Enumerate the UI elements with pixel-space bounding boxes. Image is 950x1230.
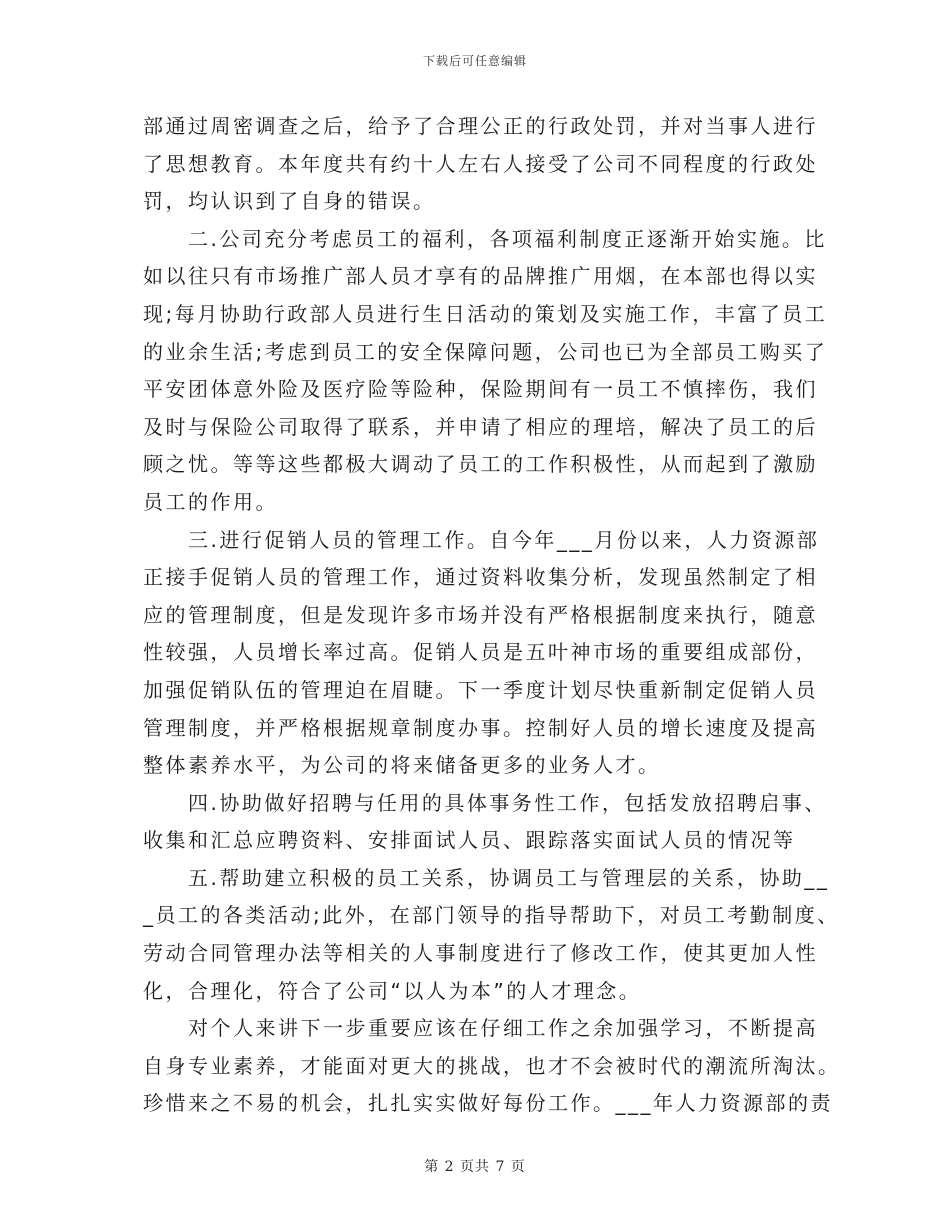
document-body — [143, 108, 841, 1123]
text-line: 对个人来讲下一步重要应该在仔细工作之余加强学习，不断提高 — [188, 1016, 818, 1041]
text-line: 三.进行促销人员的管理工作。自今年___月份以来，人力资源部 — [188, 527, 820, 552]
text-line: 平安团体意外险及医疗险等险种，保险期间有一员工不慎摔伤，我们 — [143, 377, 818, 402]
text-line: 化，合理化，符合了公司“以人为本”的人才理念。 — [143, 978, 642, 1003]
text-line: 二.公司充分考虑员工的福利，各项福利制度正逐渐开始实施。比 — [188, 226, 827, 251]
text-line: 员工的作用。 — [143, 489, 278, 514]
text-line: _员工的各类活动;此外，在部门领导的指导帮助下，对员工考勤制度、 — [143, 903, 840, 928]
text-line: 整体素养水平，为公司的将来储备更多的业务人才。 — [143, 753, 661, 778]
text-line: 加强促销队伍的管理迫在眉睫。下一季度计划尽快重新制定促销人员 — [143, 677, 818, 702]
text-line: 如以往只有市场推广部人员才享有的品牌推广用烟，在本部也得以实 — [143, 264, 818, 289]
text-line: 珍惜来之不易的机会，扎扎实实做好每份工作。___年人力资源部的责 — [143, 1091, 833, 1116]
page-header: 下载后可任意编辑 — [422, 54, 527, 68]
text-line: 收集和汇总应聘资料、安排面试人员、跟踪落实面试人员的情况等 — [143, 828, 796, 853]
text-line: 顾之忧。等等这些都极大调动了员工的工作积极性，从而起到了激励 — [143, 452, 818, 477]
text-line: 性较强，人员增长率过高。促销人员是五叶神市场的重要组成部份， — [143, 640, 818, 665]
text-line: 了思想教育。本年度共有约十人左右人接受了公司不同程度的行政处 — [143, 151, 818, 176]
text-line: 自身专业素养，才能面对更大的挑战，也才不会被时代的潮流所淘汰。 — [143, 1053, 841, 1078]
text-line: 劳动合同管理办法等相关的人事制度进行了修改工作，使其更加人性 — [143, 941, 818, 966]
text-line: 管理制度，并严格根据规章制度办事。控制好人员的增长速度及提高 — [143, 715, 818, 740]
text-line: 正接手促销人员的管理工作，通过资料收集分析，发现虽然制定了相 — [143, 565, 818, 590]
text-line: 现;每月协助行政部人员进行生日活动的策划及实施工作，丰富了员工 — [143, 301, 828, 326]
text-line: 部通过周密调查之后，给予了合理公正的行政处罚，并对当事人进行 — [143, 114, 818, 138]
text-line: 及时与保险公司取得了联系，并申请了相应的理培，解决了员工的后 — [143, 414, 818, 439]
text-line: 四.协助做好招聘与任用的具体事务性工作，包括发放招聘启事、 — [188, 790, 827, 815]
text-line: 应的管理制度，但是发现许多市场并没有严格根据制度来执行，随意 — [143, 602, 818, 627]
text-line: 罚，均认识到了自身的错误。 — [143, 189, 436, 214]
page-number: 第 2 页共 7 页 — [424, 1159, 526, 1175]
text-line: 的业余生活;考虑到员工的安全保障问题，公司也已为全部员工购买了 — [143, 339, 828, 364]
text-line: 五.帮助建立积极的员工关系，协调员工与管理层的关系，协助__ — [188, 865, 830, 890]
